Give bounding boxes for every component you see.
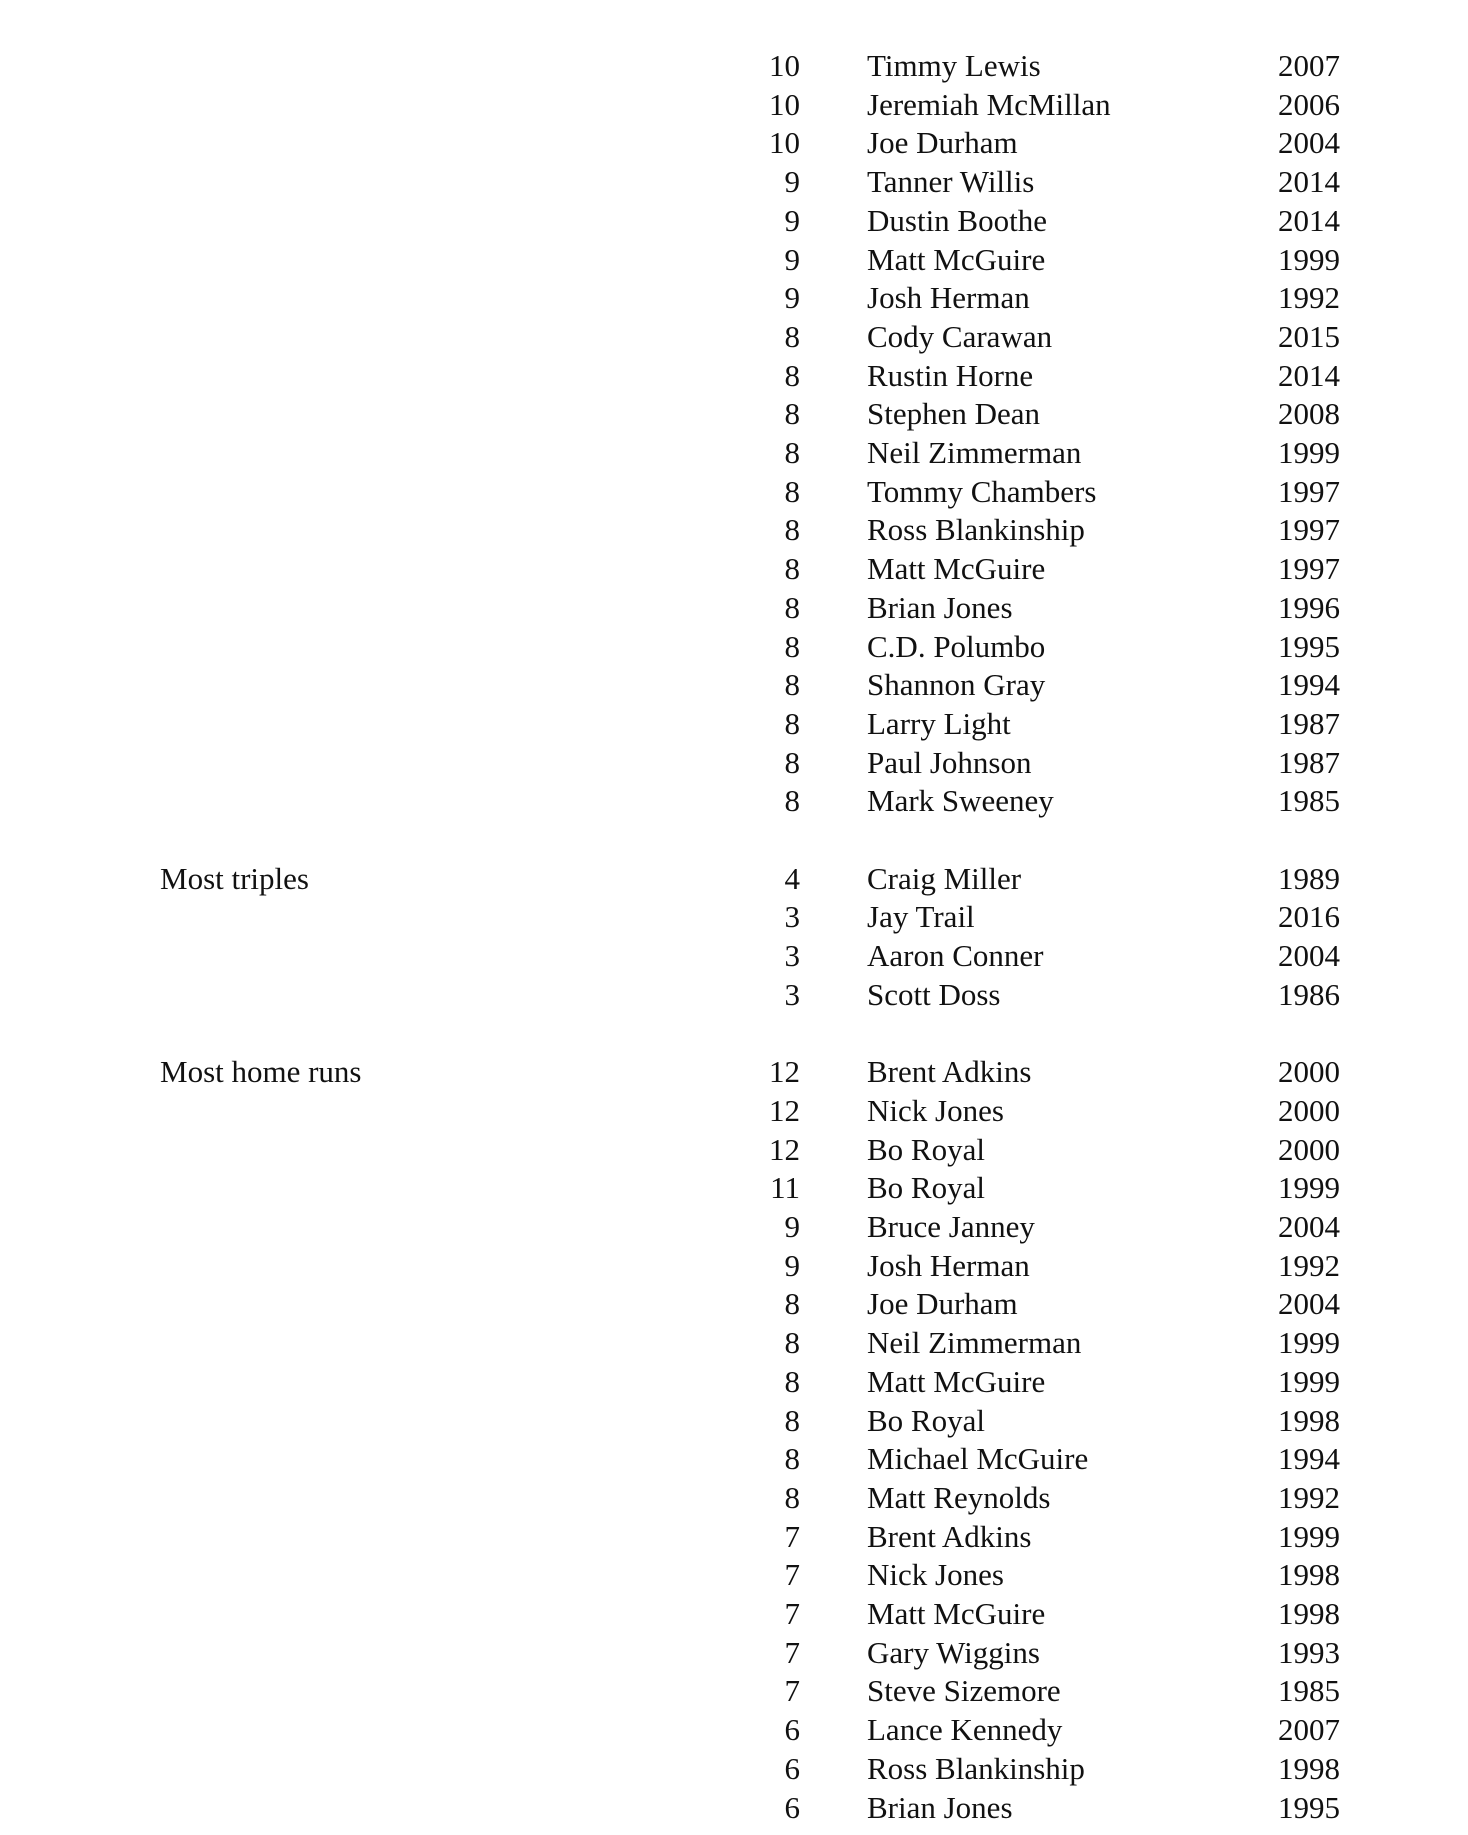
player-name: Nick Jones: [867, 1093, 1004, 1128]
record-row: [0, 511, 1468, 549]
record-row: [0, 86, 1468, 124]
record-row: [0, 241, 1468, 279]
category-label: Most home runs: [160, 1054, 362, 1089]
record-value: 3: [784, 899, 800, 934]
record-value: 7: [784, 1673, 800, 1708]
record-row: [0, 124, 1468, 162]
record-row: [0, 1324, 1468, 1362]
record-value: 8: [784, 435, 800, 470]
record-value: 8: [784, 1364, 800, 1399]
player-name: Nick Jones: [867, 1557, 1004, 1592]
record-year: 2014: [1278, 164, 1340, 199]
player-name: Neil Zimmerman: [867, 435, 1082, 470]
record-year: 1992: [1278, 1248, 1340, 1283]
record-row: [0, 1440, 1468, 1478]
record-row: [0, 628, 1468, 666]
player-name: Joe Durham: [867, 125, 1018, 160]
player-name: C.D. Polumbo: [867, 629, 1046, 664]
player-name: Stephen Dean: [867, 396, 1041, 431]
record-row: [0, 1053, 1468, 1091]
record-value: 7: [784, 1519, 800, 1554]
record-row: [0, 318, 1468, 356]
record-year: 2004: [1278, 1286, 1340, 1321]
record-year: 1999: [1278, 1170, 1340, 1205]
player-name: Tommy Chambers: [867, 474, 1097, 509]
record-row: [0, 1285, 1468, 1323]
record-row: [0, 550, 1468, 588]
record-value: 12: [769, 1132, 800, 1167]
record-year: 2004: [1278, 125, 1340, 160]
player-name: Bo Royal: [867, 1403, 985, 1438]
record-row: [0, 1208, 1468, 1246]
record-value: 6: [784, 1790, 800, 1825]
record-year: 1989: [1278, 861, 1340, 896]
record-year: 1986: [1278, 977, 1340, 1012]
record-row: [0, 705, 1468, 743]
record-year: 1997: [1278, 551, 1340, 586]
record-row: [0, 1711, 1468, 1749]
record-year: 1998: [1278, 1557, 1340, 1592]
record-year: 1997: [1278, 474, 1340, 509]
player-name: Brent Adkins: [867, 1054, 1032, 1089]
record-year: 1992: [1278, 1480, 1340, 1515]
player-name: Craig Miller: [867, 861, 1022, 896]
player-name: Larry Light: [867, 706, 1011, 741]
record-value: 10: [769, 87, 800, 122]
player-name: Matt McGuire: [867, 242, 1046, 277]
record-row: [0, 1672, 1468, 1710]
record-row: [0, 898, 1468, 936]
player-name: Michael McGuire: [867, 1441, 1089, 1476]
record-value: 8: [784, 629, 800, 664]
player-name: Gary Wiggins: [867, 1635, 1040, 1670]
record-value: 9: [784, 1248, 800, 1283]
record-row: [0, 163, 1468, 201]
record-row: [0, 976, 1468, 1014]
player-name: Aaron Conner: [867, 938, 1044, 973]
record-value: 9: [784, 242, 800, 277]
player-name: Matt McGuire: [867, 551, 1046, 586]
record-row: [0, 1131, 1468, 1169]
record-value: 6: [784, 1712, 800, 1747]
record-value: 8: [784, 396, 800, 431]
record-year: 1997: [1278, 512, 1340, 547]
record-row: [0, 395, 1468, 433]
record-row: [0, 1247, 1468, 1285]
player-name: Timmy Lewis: [867, 48, 1041, 83]
record-value: 9: [784, 203, 800, 238]
record-value: 8: [784, 474, 800, 509]
record-value: 10: [769, 48, 800, 83]
record-value: 7: [784, 1596, 800, 1631]
record-year: 1985: [1278, 783, 1340, 818]
record-value: 8: [784, 1325, 800, 1360]
record-value: 8: [784, 1441, 800, 1476]
record-value: 8: [784, 1286, 800, 1321]
record-row: [0, 434, 1468, 472]
record-year: 1995: [1278, 629, 1340, 664]
player-name: Cody Carawan: [867, 319, 1053, 354]
record-year: 2000: [1278, 1093, 1340, 1128]
record-row: [0, 202, 1468, 240]
record-value: 9: [784, 164, 800, 199]
record-year: 1999: [1278, 1325, 1340, 1360]
player-name: Ross Blankinship: [867, 512, 1085, 547]
record-value: 7: [784, 1635, 800, 1670]
record-row: [0, 1479, 1468, 1517]
record-value: 8: [784, 358, 800, 393]
record-value: 8: [784, 590, 800, 625]
player-name: Rustin Horne: [867, 358, 1034, 393]
record-row: [0, 860, 1468, 898]
record-row: [0, 279, 1468, 317]
player-name: Matt Reynolds: [867, 1480, 1051, 1515]
record-year: 1999: [1278, 242, 1340, 277]
record-value: 8: [784, 319, 800, 354]
record-row: [0, 473, 1468, 511]
record-value: 8: [784, 706, 800, 741]
record-year: 1994: [1278, 1441, 1340, 1476]
record-row: [0, 1518, 1468, 1556]
record-value: 12: [769, 1054, 800, 1089]
player-name: Tanner Willis: [867, 164, 1035, 199]
record-year: 2006: [1278, 87, 1340, 122]
player-name: Jay Trail: [867, 899, 975, 934]
record-year: 1998: [1278, 1751, 1340, 1786]
record-year: 1985: [1278, 1673, 1340, 1708]
record-row: [0, 1750, 1468, 1788]
player-name: Shannon Gray: [867, 667, 1046, 702]
record-year: 1995: [1278, 1790, 1340, 1825]
record-year: 1994: [1278, 667, 1340, 702]
record-row: [0, 589, 1468, 627]
record-row: [0, 782, 1468, 820]
record-value: 8: [784, 551, 800, 586]
player-name: Bo Royal: [867, 1170, 985, 1205]
record-year: 2014: [1278, 358, 1340, 393]
record-year: 1998: [1278, 1403, 1340, 1438]
record-value: 9: [784, 280, 800, 315]
record-row: [0, 1595, 1468, 1633]
record-year: 1999: [1278, 435, 1340, 470]
record-value: 10: [769, 125, 800, 160]
record-year: 2004: [1278, 938, 1340, 973]
player-name: Jeremiah McMillan: [867, 87, 1111, 122]
player-name: Matt McGuire: [867, 1364, 1046, 1399]
player-name: Josh Herman: [867, 1248, 1030, 1283]
player-name: Bo Royal: [867, 1132, 985, 1167]
record-row: [0, 1092, 1468, 1130]
record-value: 8: [784, 512, 800, 547]
record-value: 4: [784, 861, 800, 896]
record-value: 7: [784, 1557, 800, 1592]
record-value: 3: [784, 938, 800, 973]
record-value: 8: [784, 667, 800, 702]
record-row: [0, 666, 1468, 704]
record-row: [0, 937, 1468, 975]
record-year: 1987: [1278, 706, 1340, 741]
record-value: 12: [769, 1093, 800, 1128]
record-value: 6: [784, 1751, 800, 1786]
record-row: [0, 1402, 1468, 1440]
record-value: 8: [784, 1403, 800, 1438]
player-name: Dustin Boothe: [867, 203, 1047, 238]
player-name: Bruce Janney: [867, 1209, 1035, 1244]
player-name: Brian Jones: [867, 1790, 1013, 1825]
record-year: 2000: [1278, 1132, 1340, 1167]
player-name: Joe Durham: [867, 1286, 1018, 1321]
record-year: 1996: [1278, 590, 1340, 625]
record-row: [0, 1169, 1468, 1207]
record-value: 3: [784, 977, 800, 1012]
record-year: 2007: [1278, 48, 1340, 83]
record-year: 1999: [1278, 1519, 1340, 1554]
player-name: Ross Blankinship: [867, 1751, 1085, 1786]
record-year: 2008: [1278, 396, 1340, 431]
record-value: 8: [784, 783, 800, 818]
record-row: [0, 1634, 1468, 1672]
player-name: Brian Jones: [867, 590, 1013, 625]
record-year: 1987: [1278, 745, 1340, 780]
record-year: 2000: [1278, 1054, 1340, 1089]
record-year: 1992: [1278, 280, 1340, 315]
record-row: [0, 1789, 1468, 1827]
record-row: [0, 744, 1468, 782]
record-value: 11: [770, 1170, 800, 1205]
record-row: [0, 357, 1468, 395]
record-year: 2014: [1278, 203, 1340, 238]
record-year: 2016: [1278, 899, 1340, 934]
player-name: Brent Adkins: [867, 1519, 1032, 1554]
player-name: Paul Johnson: [867, 745, 1032, 780]
player-name: Lance Kennedy: [867, 1712, 1063, 1747]
player-name: Steve Sizemore: [867, 1673, 1061, 1708]
record-value: 8: [784, 1480, 800, 1515]
record-year: 1998: [1278, 1596, 1340, 1631]
record-row: [0, 1556, 1468, 1594]
player-name: Matt McGuire: [867, 1596, 1046, 1631]
record-year: 2015: [1278, 319, 1340, 354]
record-row: [0, 1363, 1468, 1401]
record-value: 9: [784, 1209, 800, 1244]
record-year: 2004: [1278, 1209, 1340, 1244]
category-label: Most triples: [160, 861, 309, 896]
player-name: Josh Herman: [867, 280, 1030, 315]
record-year: 1993: [1278, 1635, 1340, 1670]
record-value: 8: [784, 745, 800, 780]
record-year: 1999: [1278, 1364, 1340, 1399]
player-name: Scott Doss: [867, 977, 1001, 1012]
record-year: 2007: [1278, 1712, 1340, 1747]
record-row: [0, 47, 1468, 85]
player-name: Mark Sweeney: [867, 783, 1054, 818]
player-name: Neil Zimmerman: [867, 1325, 1082, 1360]
